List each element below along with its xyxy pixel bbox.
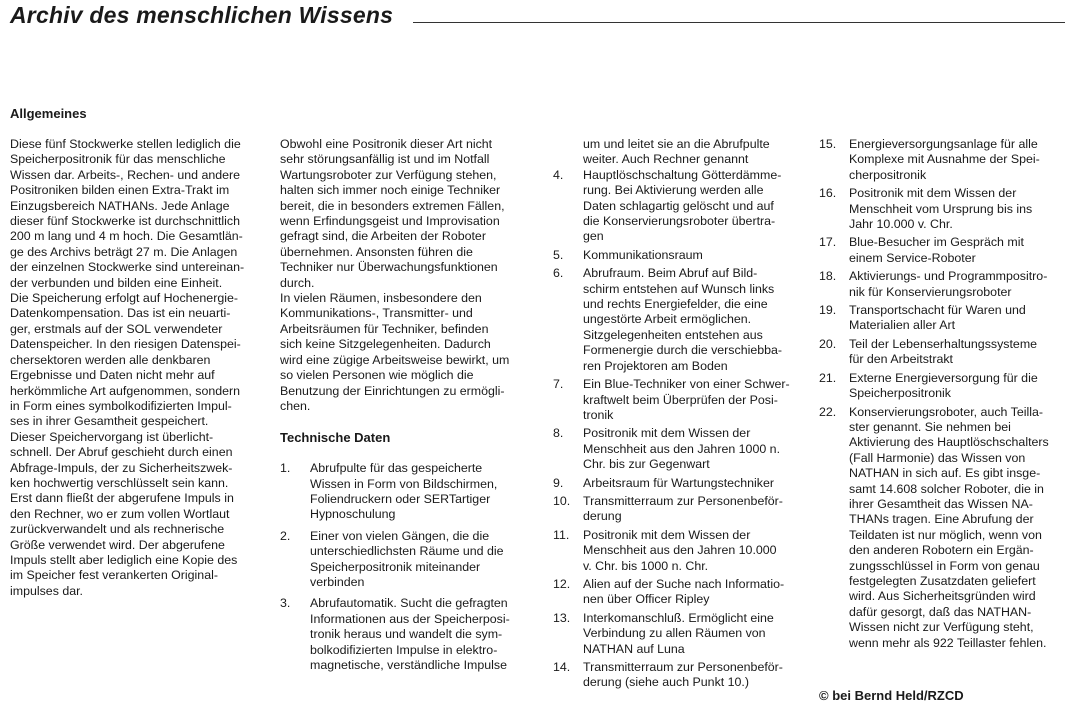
text-line: die Konservierungsroboter übertra- [583,214,776,229]
text-line: wird. Aus Sicherheitsgründen wird [849,589,1036,604]
text-line: Konservierungsroboter, auch Teilla- [849,404,1044,419]
text-line: Menschheit vom Ursprung bis ins [849,201,1033,216]
text-line: Obwohl eine Positronik dieser Art nicht [280,137,493,151]
text-line: Arbeitsraum für Wartungstechniker [583,475,774,490]
text-line: Informationen aus der Speicherposi- [310,611,510,626]
text-line: Datenkompensation. Das ist ein neuarti- [10,306,231,321]
text-line: schnell. Der Abruf geschieht durch einen [10,445,233,460]
text-line: rung. Bei Aktivierung werden alle [583,183,764,198]
text-line: Verbindung zu allen Räumen von [583,626,766,641]
text-line: chersektoren werden alle denkbaren [10,352,211,367]
text-line: Benutzung der Einrichtungen zu ermögli- [280,383,505,398]
text-line: so vielen Personen wie möglich die [280,368,474,383]
text-line: herkömmliche Art aufgenommen, sondern [10,383,241,398]
item-text [849,186,1067,232]
text-line: verbinden [310,574,365,589]
text-line: im Speicher fest verankerten Original- [10,568,218,583]
text-line: Kommunikationsraum [583,247,703,262]
legend-item [553,528,803,574]
item-text [849,371,1067,402]
text-line: Einzugsbereich NATHANs. Jede Anlage [10,198,230,213]
text-line: ungestörte Arbeit ermöglichen. [583,312,752,327]
text-line: den anderen Robotern ein Ergän- [849,543,1034,558]
text-line: den Rechner, wo er zum vollen Wortlaut [10,506,230,521]
legend-item [553,248,803,263]
legend-item [819,137,1067,183]
page-title: Archiv des menschlichen Wissens [10,2,394,28]
text-line: bolkodifizierten Impulse in elektro- [310,642,498,657]
text-line: für den Arbeitstrakt [849,352,953,367]
item-number: 5. [553,247,564,262]
text-line: Externe Energieversorgung für die [849,370,1038,385]
text-line: Speicherpositronik [849,386,951,401]
text-line: (Fall Harmonie) das Wissen von [849,450,1026,465]
text-line: um und leitet sie an die Abrufpulte [583,137,770,151]
text-line: dafür gesorgt, daß das NATHAN- [849,604,1032,619]
column-legend-4-14 [553,137,803,691]
column-technik-intro [280,137,538,673]
text-line: derung (siehe auch Punkt 10.) [583,675,750,690]
item-text [583,660,803,691]
text-line: wenn Erfindungsgeist und Improvisation [280,214,500,229]
text-line: und rechts Energiefelder, die eine [583,297,768,312]
item-text [583,377,803,423]
text-line: In vielen Räumen, insbesondere den [280,291,482,306]
item-number: 13. [553,610,571,625]
item-text [583,528,803,574]
item-number: 8. [553,426,564,441]
text-line: ihrer Gesamtheit das Wissen NA- [849,496,1033,511]
text-line: Hauptlöschschaltung Götterdämme- [583,167,782,182]
text-line: impulses dar. [10,583,84,598]
text-line: Abfrage-Impuls, der zu Sicherheitszwek- [10,460,233,475]
item-text [849,137,1067,183]
text-line: Chr. bis zur Gegenwart [583,457,710,472]
text-line: übernehmen. Ansonsten führen die [280,244,473,259]
legend-item [280,461,538,523]
text-line: Positronik mit dem Wissen der [583,527,751,542]
title-row [10,2,1065,30]
text-line: Hypnoschulung [310,507,396,522]
item-number: 9. [553,475,564,490]
text-line: Komplexe mit Ausnahme der Spei- [849,152,1040,167]
text-line: Energieversorgungsanlage für alle [849,137,1038,151]
text-line: einem Service-Roboter [849,250,976,265]
item-text [849,235,1067,266]
text-line: ster genannt. Sie nehmen bei [849,419,1011,434]
item-number: 16. [819,186,837,201]
text-line: ses in ihrer Gesamtheit gespeichert. [10,414,209,429]
legend-item [280,529,538,591]
text-line: chen. [280,398,311,413]
item-text [310,461,538,523]
text-line: Erst dann fließt der abgerufene Impuls in [10,491,234,506]
text-line: Wartungsroboter zur Verfügung stehen, [280,167,497,182]
item-number: 20. [819,336,837,351]
text-line: in Form eines symbolkodifizierten Impul- [10,398,232,413]
text-line: zurückverwandelt und als rechnerische [10,522,225,537]
legend-item [553,476,803,491]
text-line: Größe verwendet wird. Der abgerufene [10,537,225,552]
item-text [310,596,538,673]
text-line: tronik heraus und wandelt die sym- [310,627,503,642]
text-line: Interkomanschluß. Ermöglicht eine [583,610,774,625]
text-line: ge des Archivs beträgt 27 m. Die Anlagen [10,244,238,259]
item-text [583,476,803,491]
item-number: 1. [280,461,291,476]
item-text [310,529,538,591]
text-line: gefragt sind, die Arbeiten der Roboter [280,229,486,244]
text-line: Einer von vielen Gängen, die die [310,528,490,543]
text-line: ken hochwertig verschlüsselt sein kann. [10,475,229,490]
item-text [849,337,1067,368]
legend-item [553,266,803,374]
item-text [583,494,803,525]
legend-item [819,269,1067,300]
text-line: Daten schlagartig gelöscht und auf [583,198,774,213]
legend-item [553,611,803,657]
text-line: tronik [583,407,614,422]
text-line: Arbeitsräumen für Techniker, befinden [280,321,489,336]
legend-item [819,303,1067,334]
item-number: 3. [280,596,291,611]
text-line: Speicherpositronik für das menschliche [10,152,226,167]
text-line: bereit, die in besonders extremen Fällen, [280,198,505,213]
text-line: Wissen nicht zur Verfügung steht, [849,620,1034,635]
item-text [849,303,1067,334]
text-line: sich keine Sitzgelegenheiten. Dadurch [280,337,491,352]
text-line: Alien auf der Suche nach Informatio- [583,576,785,591]
legend-item [553,577,803,608]
heading-technische-daten: Technische Daten [280,429,391,445]
heading-allgemeines: Allgemeines [10,106,87,121]
item-text [583,168,803,245]
text-line: schirm entstehen auf Wunsch links [583,281,775,296]
text-line: wird eine zügige Arbeitsweise bewirkt, um [280,352,510,367]
legend-item [819,371,1067,402]
text-line: festgelegten Zusatzdaten geliefert [849,573,1036,588]
text-line: Materialien aller Art [849,318,956,333]
text-line: NATHAN auf Luna [583,641,685,656]
item-number: 22. [819,404,837,419]
legend-item [553,168,803,245]
item-number: 21. [819,370,837,385]
item-number: 12. [553,576,571,591]
item-number: 11. [553,527,570,542]
legend-item [553,494,803,525]
text-line: Transmitterraum zur Personenbeför- [583,493,783,508]
text-line: Menschheit aus den Jahren 10.000 [583,543,777,558]
text-line: v. Chr. bis 1000 n. Chr. [583,558,709,573]
text-line: der verbunden und bilden eine Einheit. [10,275,223,290]
text-line: dieser fünf Stockwerke ist durchschnittlich [10,214,241,229]
text-line: Impuls stellt aber lediglich eine Kopie des [10,552,238,567]
text-line: ren Projektoren am Boden [583,358,728,373]
item-text [583,611,803,657]
item-number: 14. [553,660,571,674]
text-line: NATHAN in sich auf. Es gibt insge- [849,466,1041,481]
text-line: Jahr 10.000 v. Chr. [849,217,953,232]
text-line: halten sich immer noch einige Techniker [280,183,501,198]
text-line: Transmitterraum zur Personenbeför- [583,660,783,674]
text-line: Transportschacht für Waren und [849,303,1026,318]
text-line: Aktivierungs- und Programmpositro- [849,269,1048,284]
legend-item [280,596,538,673]
text-line: durch. [280,275,315,290]
item-text [583,248,803,263]
text-line: sehr störungsanfällig ist und im Notfall [280,152,490,167]
text-line: Ergebnisse und Daten nicht mehr auf [10,368,215,383]
item-text [849,405,1067,652]
text-line: Abrufpulte für das gespeicherte [310,461,483,476]
text-line: samt 14.608 solcher Roboter, die in [849,481,1044,496]
item-number: 4. [553,167,564,182]
text-line: der einzelnen Stockwerke sind untereinan- [10,260,245,275]
text-line: Abrufraum. Beim Abruf auf Bild- [583,266,758,281]
text-line: Wissen dar. Arbeits-, Rechen- und andere [10,167,241,182]
text-line: weiter. Auch Rechner genannt [583,152,749,167]
text-line: cherpositronik [849,167,927,182]
item-text [849,269,1067,300]
item-number: 18. [819,269,837,284]
text-line: Speicherpositronik miteinander [310,559,481,574]
item-number: 10. [553,493,571,508]
text-line: Datenspeicher. In den riesigen Datenspei- [10,337,241,352]
text-line: Teildaten ist nur möglich, wenn von [849,527,1042,542]
text-line: nen über Officer Ripley [583,592,710,607]
text-line: zungsschlüssel in Form von genau [849,558,1040,573]
item-text [583,577,803,608]
text-line: Dieser Speichervorgang ist überlicht- [10,429,214,444]
text-line: Positronik mit dem Wissen der [583,426,751,441]
text-line: Formenergie durch die verschiebba- [583,343,783,358]
legend-item [819,337,1067,368]
title-rule [413,22,1065,23]
copyright-notice: © bei Bernd Held/RZCD [819,688,964,703]
item-number: 17. [819,235,837,250]
item-number: 19. [819,303,837,318]
legend-item [553,660,803,691]
legend-item [819,405,1067,652]
text-line: Techniker nur Überwachungsfunktionen [280,260,498,275]
legend-item [819,235,1067,266]
text-line: Teil der Lebenserhaltungssysteme [849,336,1038,351]
text-line: unterschiedlichsten Räume und die [310,544,504,559]
item-number: 7. [553,377,564,392]
text-line: Abrufautomatik. Sucht die gefragten [310,596,508,611]
text-line: nik für Konservierungsroboter [849,284,1012,299]
item-number: 15. [819,137,837,151]
column-legend-15-22 [819,137,1067,651]
text-line: Kommunikations-, Transmitter- und [280,306,473,321]
text-line: Positroniken bilden einen Extra-Trakt im [10,183,230,198]
item-number: 6. [553,266,564,281]
item-number: 2. [280,528,291,543]
text-line: ger, erstmals auf der SOL verwendeter [10,321,223,336]
text-line: 200 m lang und 4 m hoch. Die Gesamtlän- [10,229,243,244]
item-text [583,426,803,472]
text-line: Ein Blue-Techniker von einer Schwer- [583,377,790,392]
text-line: magnetische, verständliche Impulse [310,657,507,672]
text-line: gen [583,229,604,244]
text-line: Menschheit aus den Jahren 1000 n. [583,441,781,456]
text-line: Blue-Besucher im Gespräch mit [849,235,1024,250]
text-line: wenn mehr als 922 Teillaster fehlen. [849,635,1047,650]
item-text [583,266,803,374]
text-line: Wissen in Form von Bildschirmen, [310,476,498,491]
legend-item [553,426,803,472]
column-allgemeines [10,137,265,599]
legend-item [553,377,803,423]
text-line: Foliendruckern oder SERTartiger [310,491,491,506]
legend-item [819,186,1067,232]
text-line: kraftwelt beim Überprüfen der Posi- [583,392,778,407]
text-line: Positronik mit dem Wissen der [849,186,1017,201]
text-line: Diese fünf Stockwerke stellen lediglich die [10,137,241,151]
text-line: Aktivierung des Hauptlöschschalters [849,435,1049,450]
text-line: Sitzgelegenheiten entstehen aus [583,327,763,342]
text-line: THANs tragen. Eine Abrufung der [849,512,1034,527]
text-line: Die Speicherung erfolgt auf Hochenergie- [10,291,238,306]
text-line: derung [583,509,622,524]
